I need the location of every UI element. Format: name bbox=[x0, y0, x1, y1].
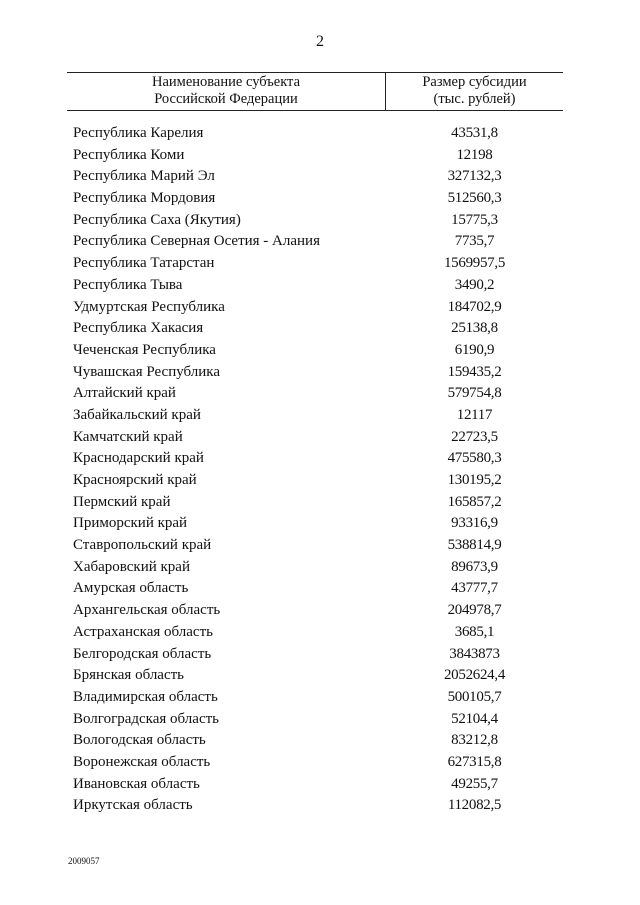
subsidy-amount: 6190,9 bbox=[454, 341, 495, 358]
header-subsidy-amount-line2: (тыс. рублей) bbox=[433, 91, 516, 107]
table-header-bottom-rule bbox=[67, 110, 563, 111]
table-row bbox=[0, 600, 640, 622]
subsidy-amount: 43777,7 bbox=[451, 580, 498, 597]
table-row bbox=[0, 362, 640, 384]
table-row bbox=[0, 774, 640, 796]
table-row bbox=[0, 730, 640, 752]
subject-name: Архангельская область bbox=[73, 602, 221, 619]
subject-name: Приморский край bbox=[73, 515, 188, 532]
subject-name: Астраханская область bbox=[73, 623, 213, 640]
table-row bbox=[0, 622, 640, 644]
subject-name: Республика Хакасия bbox=[73, 320, 204, 337]
subject-name: Республика Саха (Якутия) bbox=[73, 211, 241, 228]
subsidy-amount: 43531,8 bbox=[451, 125, 498, 141]
table-row bbox=[0, 687, 640, 709]
document-code: 2009057 bbox=[68, 856, 100, 866]
table-row bbox=[0, 513, 640, 535]
subsidy-amount: 1569957,5 bbox=[443, 255, 506, 272]
subsidy-amount: 93316,9 bbox=[451, 515, 498, 532]
subject-name: Иркутская область bbox=[73, 797, 193, 814]
subject-name: Чувашская Республика bbox=[73, 363, 221, 380]
table-row bbox=[0, 795, 640, 817]
subsidy-amount: 7735,7 bbox=[454, 233, 495, 250]
subsidy-amount: 204978,7 bbox=[447, 602, 502, 619]
subsidy-amount: 184702,9 bbox=[447, 298, 502, 315]
table-row bbox=[0, 709, 640, 731]
subject-name: Республика Мордовия bbox=[73, 190, 216, 207]
subsidy-amount: 512560,3 bbox=[447, 190, 502, 207]
subsidy-amount: 2052624,4 bbox=[443, 667, 506, 684]
subsidy-amount: 165857,2 bbox=[447, 493, 502, 510]
subsidy-amount: 3490,2 bbox=[454, 276, 495, 293]
header-subject-name bbox=[67, 74, 385, 108]
subject-name: Забайкальский край bbox=[73, 406, 201, 423]
subject-name: Вологодская область bbox=[73, 732, 206, 749]
subsidy-amount: 112082,5 bbox=[447, 797, 502, 814]
subject-name: Республика Карелия bbox=[73, 125, 204, 141]
table-row bbox=[0, 470, 640, 492]
subsidy-amount: 12117 bbox=[456, 406, 493, 423]
page-number: 2 bbox=[316, 33, 324, 50]
subject-name: Брянская область bbox=[73, 667, 185, 684]
subsidy-amount: 475580,3 bbox=[447, 450, 502, 467]
subsidy-amount: 130195,2 bbox=[447, 472, 502, 488]
table-row bbox=[0, 145, 640, 167]
subject-name: Красноярский край bbox=[73, 472, 197, 488]
subject-name: Республика Коми bbox=[73, 146, 185, 163]
subject-name: Владимирская область bbox=[73, 688, 218, 705]
header-subject-name-line2: Российской Федерации bbox=[154, 91, 298, 107]
header-subject-name-line1: Наименование субъекта bbox=[151, 74, 301, 90]
subject-name: Хабаровский край bbox=[73, 558, 190, 575]
table-row bbox=[0, 578, 640, 600]
table-row bbox=[0, 166, 640, 188]
subsidy-amount: 500105,7 bbox=[447, 688, 502, 705]
table-row bbox=[0, 318, 640, 340]
subject-name: Удмуртская Республика bbox=[73, 298, 225, 315]
table-row bbox=[0, 405, 640, 427]
table-row bbox=[0, 448, 640, 470]
table-row bbox=[0, 535, 640, 557]
subsidy-amount: 159435,2 bbox=[447, 363, 502, 380]
subsidy-amount: 25138,8 bbox=[451, 320, 498, 337]
subsidy-amount: 12198 bbox=[456, 146, 493, 163]
subject-name: Республика Марий Эл bbox=[73, 168, 215, 185]
table-row bbox=[0, 752, 640, 774]
subsidy-amount: 89673,9 bbox=[451, 558, 498, 575]
table-row bbox=[0, 123, 640, 145]
table-row bbox=[0, 383, 640, 405]
subsidy-amount: 52104,4 bbox=[451, 710, 498, 727]
table-row bbox=[0, 492, 640, 514]
subject-name: Республика Тыва bbox=[73, 276, 183, 293]
subsidy-amount: 3843873 bbox=[449, 645, 500, 662]
subject-name: Краснодарский край bbox=[73, 450, 204, 467]
subsidy-amount: 83212,8 bbox=[451, 732, 498, 749]
subject-name: Республика Северная Осетия - Алания bbox=[73, 233, 320, 250]
table-row bbox=[0, 340, 640, 362]
header-subsidy-amount-line1: Размер субсидии bbox=[422, 74, 527, 90]
subsidy-amount: 538814,9 bbox=[447, 537, 502, 554]
table-row bbox=[0, 665, 640, 687]
subject-name: Ивановская область bbox=[73, 775, 200, 792]
table-row bbox=[0, 297, 640, 319]
subject-name: Алтайский край bbox=[73, 385, 176, 402]
table-top-rule bbox=[67, 72, 563, 73]
subsidy-amount: 49255,7 bbox=[451, 775, 498, 792]
subsidy-amount: 22723,5 bbox=[451, 428, 498, 445]
subject-name: Волгоградская область bbox=[73, 710, 219, 727]
subject-name: Камчатский край bbox=[73, 428, 183, 445]
table-row bbox=[0, 275, 640, 297]
table-body bbox=[0, 123, 640, 817]
header-subsidy-amount bbox=[386, 74, 563, 108]
table-row bbox=[0, 557, 640, 579]
subject-name: Белгородская область bbox=[73, 645, 212, 662]
subsidy-amount: 15775,3 bbox=[451, 211, 498, 228]
subject-name: Ставропольский край bbox=[73, 537, 212, 554]
subsidy-amount: 579754,8 bbox=[447, 385, 502, 402]
subject-name: Воронежская область bbox=[73, 753, 211, 770]
subject-name: Республика Татарстан bbox=[73, 255, 215, 272]
subsidy-amount: 3685,1 bbox=[454, 623, 495, 640]
table-row bbox=[0, 427, 640, 449]
subject-name: Пермский край bbox=[73, 493, 171, 510]
table-row bbox=[0, 210, 640, 232]
subsidy-amount: 627315,8 bbox=[447, 753, 502, 770]
table-row bbox=[0, 253, 640, 275]
table-row bbox=[0, 188, 640, 210]
subject-name: Чеченская Республика bbox=[73, 341, 216, 358]
table-row bbox=[0, 644, 640, 666]
subsidy-amount: 327132,3 bbox=[447, 168, 502, 185]
subject-name: Амурская область bbox=[73, 580, 189, 597]
table-row bbox=[0, 231, 640, 253]
